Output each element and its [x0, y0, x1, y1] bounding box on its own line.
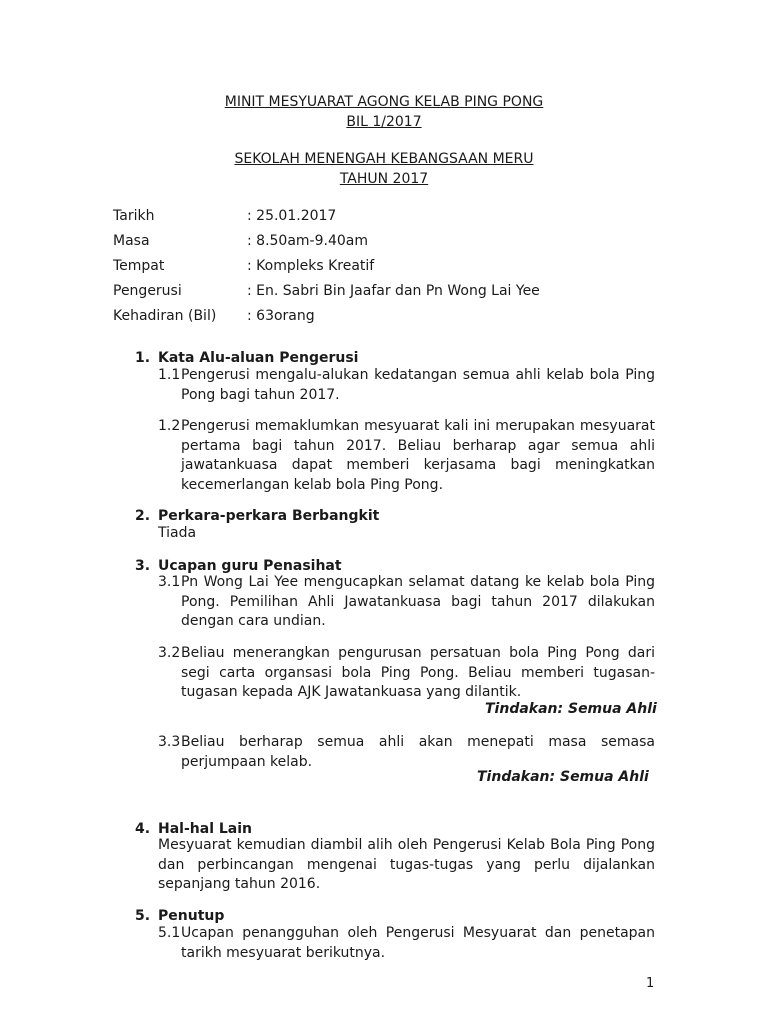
- item-number: 1.2: [158, 418, 181, 434]
- info-label: Kehadiran (Bil): [113, 308, 217, 324]
- item-number: 3.2: [158, 645, 181, 661]
- item-text: Beliau berharap semua ahli akan menepati masa semasa perjumpaan kelab.: [181, 734, 655, 770]
- section-number: 4.: [135, 821, 151, 837]
- item-number: 3.3: [158, 734, 181, 750]
- section-number: 5.: [135, 908, 151, 924]
- info-value: : 8.50am-9.40am: [247, 233, 368, 249]
- section-title: Perkara-perkara Berbangkit: [158, 508, 380, 524]
- page-number: 1: [646, 976, 655, 991]
- section-number: 2.: [135, 508, 151, 524]
- item-number: 1.1: [158, 367, 181, 383]
- item-number: 5.1: [158, 925, 181, 941]
- item-text: Beliau menerangkan pengurusan persatuan bola Ping Pong dari segi carta organsasi bola Ping Pong. Beliau memberi tugasan-tugasan kepada AJK Jawatankuasa yang dilantik.: [181, 645, 655, 700]
- info-value: : 25.01.2017: [247, 208, 337, 224]
- action-note: Tindakan: Semua Ahli: [485, 701, 657, 717]
- info-value: : En. Sabri Bin Jaafar dan Pn Wong Lai Yee: [247, 283, 540, 299]
- section-number: 3.: [135, 558, 151, 574]
- info-label: Tarikh: [113, 208, 155, 224]
- item-text: Ucapan penangguhan oleh Pengerusi Mesyuarat dan penetapan tarikh mesyuarat berikutnya.: [181, 925, 655, 961]
- info-label: Tempat: [113, 258, 165, 274]
- info-value: : 63orang: [247, 308, 315, 324]
- section-text: Tiada: [158, 525, 197, 541]
- section-text: Mesyuarat kemudian diambil alih oleh Pengerusi Kelab Bola Ping Pong dan perbincangan mengenai tugas-tugas yang perlu dijalankan sepanjang tahun 2016.: [158, 837, 655, 892]
- section-heading: [135, 507, 379, 525]
- school-name: SEKOLAH MENENGAH KEBANGSAAN MERU: [234, 151, 534, 167]
- section-heading: [135, 907, 224, 925]
- action-note: Tindakan: Semua Ahli: [477, 769, 649, 785]
- year-heading: TAHUN 2017: [339, 171, 429, 187]
- meeting-number: BIL 1/2017: [346, 114, 422, 130]
- info-label: Masa: [113, 233, 150, 249]
- section-title: Ucapan guru Penasihat: [158, 558, 342, 574]
- info-label: Pengerusi: [113, 283, 182, 299]
- section-number: 1.: [135, 350, 151, 366]
- info-value: : Kompleks Kreatif: [247, 258, 375, 274]
- item-text: Pengerusi mengalu-alukan kedatangan semua ahli kelab bola Ping Pong bagi tahun 2017.: [181, 367, 655, 403]
- document-title: MINIT MESYUARAT AGONG KELAB PING PONG: [224, 94, 544, 110]
- item-number: 3.1: [158, 574, 181, 590]
- item-text: Pn Wong Lai Yee mengucapkan selamat datang ke kelab bola Ping Pong. Pemilihan Ahli Jawatankuasa bagi tahun 2017 dilakukan dengan cara undian.: [181, 574, 655, 629]
- section-title: Kata Alu-aluan Pengerusi: [158, 350, 359, 366]
- item-text: Pengerusi memaklumkan mesyuarat kali ini merupakan mesyuarat pertama bagi tahun 2017. Beliau berharap agar semua ahli jawatankuasa dapat memberi kerjasama bagi meningkatkan kecemerlangan kelab bola Ping Pong.: [181, 418, 655, 493]
- section-title: Penutup: [158, 908, 225, 924]
- section-heading: [135, 349, 358, 367]
- section-title: Hal-hal Lain: [158, 821, 252, 837]
